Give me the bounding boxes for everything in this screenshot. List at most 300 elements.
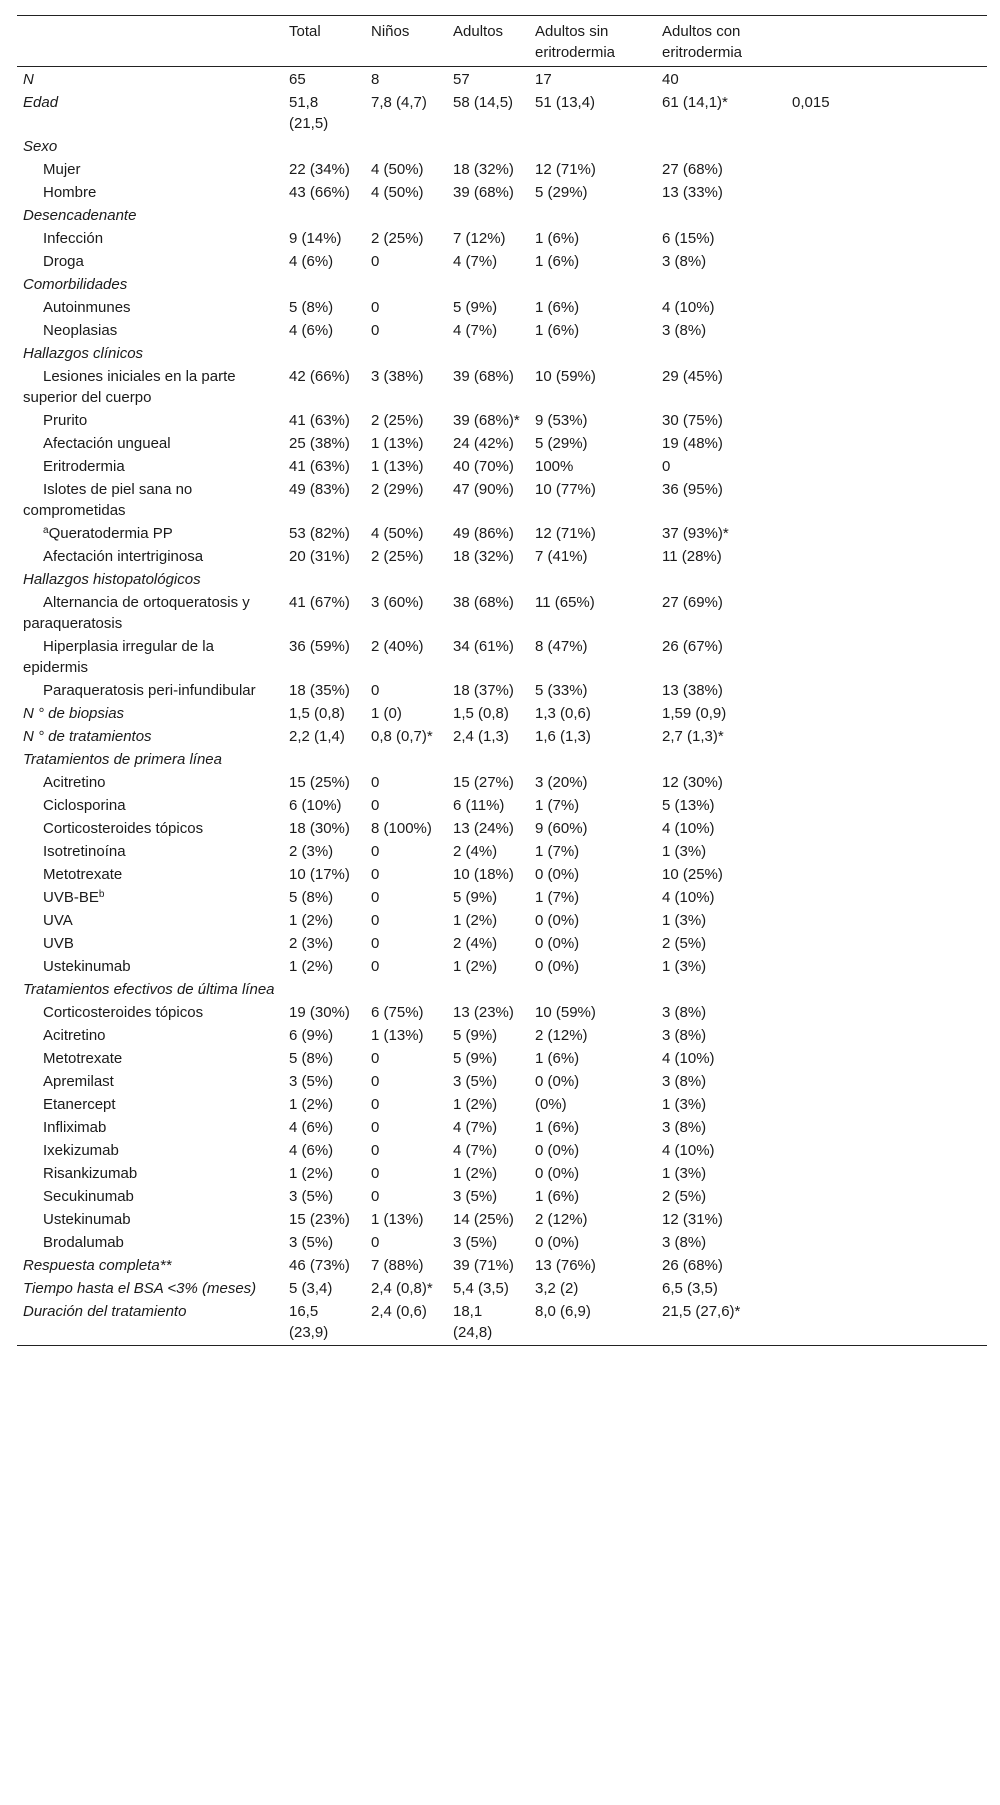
row-label: Duración del tratamiento bbox=[23, 1303, 187, 1320]
table-cell: 1 (6%) bbox=[535, 253, 580, 270]
table-cell: 0 bbox=[371, 889, 380, 906]
table-cell: 13 (76%) bbox=[535, 1257, 596, 1274]
table-cell bbox=[786, 680, 987, 703]
row-label: Infección bbox=[43, 230, 104, 247]
table-cell: 5 (8%) bbox=[289, 889, 334, 906]
table-cell: 4 (6%) bbox=[289, 1119, 334, 1136]
table-cell: (0%) bbox=[535, 1096, 567, 1113]
table-cell: 3 (8%) bbox=[662, 1027, 707, 1044]
table-cell: 0 (0%) bbox=[535, 866, 580, 883]
table-cell: 3 (38%) bbox=[371, 368, 424, 385]
table-row bbox=[17, 297, 987, 320]
table-row bbox=[17, 159, 987, 182]
table-cell: 19 (30%) bbox=[289, 1004, 350, 1021]
table-cell bbox=[656, 274, 786, 297]
table-cell: 41 (63%) bbox=[289, 458, 350, 475]
table-cell: 12 (30%) bbox=[662, 774, 723, 791]
table-cell: 14 (25%) bbox=[453, 1211, 514, 1228]
table-cell: 1 (13%) bbox=[371, 435, 424, 452]
table-cell: 26 (68%) bbox=[662, 1257, 723, 1274]
table-cell: 0 bbox=[371, 1119, 380, 1136]
table-cell: 51,8 (21,5) bbox=[289, 94, 329, 132]
table-cell bbox=[786, 433, 987, 456]
table-cell bbox=[786, 1301, 987, 1346]
table-cell: 3 (5%) bbox=[453, 1188, 498, 1205]
table-cell: 3 (5%) bbox=[289, 1188, 334, 1205]
row-label: Edad bbox=[23, 94, 59, 111]
table-cell: 16,5 (23,9) bbox=[289, 1303, 329, 1341]
table-cell bbox=[786, 297, 987, 320]
table-cell: 9 (14%) bbox=[289, 230, 342, 247]
table-cell bbox=[786, 366, 987, 410]
table-row bbox=[17, 795, 987, 818]
row-label: Tiempo hasta el BSA <3% (meses) bbox=[23, 1280, 257, 1297]
section-row bbox=[17, 1255, 987, 1278]
table-cell: 13 (38%) bbox=[662, 682, 723, 699]
table-cell: 3 (5%) bbox=[289, 1073, 334, 1090]
table-cell: 13 (24%) bbox=[453, 820, 514, 837]
row-label: Droga bbox=[43, 253, 84, 270]
table-cell: 0 bbox=[371, 299, 380, 316]
table-cell: 6,5 (3,5) bbox=[662, 1280, 718, 1297]
row-label: Risankizumab bbox=[43, 1165, 138, 1182]
table-cell bbox=[786, 1255, 987, 1278]
table-cell: 15 (25%) bbox=[289, 774, 350, 791]
table-cell: 3 (8%) bbox=[662, 322, 707, 339]
table-cell: 1 (2%) bbox=[453, 1165, 498, 1182]
table-cell bbox=[365, 343, 447, 366]
row-label: Hallazgos clínicos bbox=[23, 345, 144, 362]
table-cell: 1,3 (0,6) bbox=[535, 705, 591, 722]
table-row bbox=[17, 366, 987, 410]
table-row bbox=[17, 956, 987, 979]
row-label: Ustekinumab bbox=[43, 958, 131, 975]
column-header-4: Adultos sin eritrodermia bbox=[535, 23, 616, 61]
table-cell bbox=[447, 569, 529, 592]
table-cell: 1 (0) bbox=[371, 705, 402, 722]
table-cell: 1,5 (0,8) bbox=[453, 705, 509, 722]
row-label: N bbox=[23, 71, 34, 88]
table-cell bbox=[786, 320, 987, 343]
table-cell: 4 (10%) bbox=[662, 820, 715, 837]
table-cell: 51 (13,4) bbox=[535, 94, 596, 111]
table-cell bbox=[786, 726, 987, 749]
table-cell: 7 (88%) bbox=[371, 1257, 424, 1274]
table-cell: 39 (71%) bbox=[453, 1257, 514, 1274]
table-row bbox=[17, 1048, 987, 1071]
table-cell bbox=[283, 274, 365, 297]
table-cell: 3 (8%) bbox=[662, 1119, 707, 1136]
table-cell: 40 (70%) bbox=[453, 458, 514, 475]
table-row bbox=[17, 479, 987, 523]
row-label bbox=[17, 523, 283, 546]
table-cell: 0 (0%) bbox=[535, 912, 580, 929]
table-cell: 2,7 (1,3)* bbox=[662, 728, 724, 745]
table-cell: 3 (60%) bbox=[371, 594, 424, 611]
table-cell: 0 bbox=[371, 843, 380, 860]
table-cell: 2,4 (1,3) bbox=[453, 728, 509, 745]
table-cell: 18 (37%) bbox=[453, 682, 514, 699]
table-cell bbox=[283, 749, 365, 772]
table-cell bbox=[786, 410, 987, 433]
table-row bbox=[17, 1163, 987, 1186]
table-cell: 1 (13%) bbox=[371, 1211, 424, 1228]
table-row bbox=[17, 680, 987, 703]
row-label: Metotrexate bbox=[43, 866, 123, 883]
section-row bbox=[17, 136, 987, 159]
table-cell: 1 (6%) bbox=[535, 1119, 580, 1136]
table-cell: 4 (6%) bbox=[289, 322, 334, 339]
table-cell: 11 (28%) bbox=[662, 548, 722, 565]
table-cell: 5 (29%) bbox=[535, 184, 588, 201]
table-cell: 39 (68%)* bbox=[453, 412, 520, 429]
table-cell bbox=[656, 569, 786, 592]
table-row bbox=[17, 933, 987, 956]
column-header-0 bbox=[17, 16, 283, 67]
table-cell: 1 (2%) bbox=[453, 958, 498, 975]
table-row bbox=[17, 910, 987, 933]
row-label: Ustekinumab bbox=[43, 1211, 131, 1228]
table-cell bbox=[656, 136, 786, 159]
table-cell bbox=[786, 205, 987, 228]
table-cell bbox=[786, 772, 987, 795]
table-cell: 3 (5%) bbox=[453, 1073, 498, 1090]
table-cell bbox=[365, 274, 447, 297]
table-cell: 3 (20%) bbox=[535, 774, 588, 791]
table-cell: 18 (32%) bbox=[453, 161, 514, 178]
table-cell: 0 bbox=[371, 935, 380, 952]
table-cell: 41 (67%) bbox=[289, 594, 350, 611]
table-cell: 2 (12%) bbox=[535, 1027, 588, 1044]
table-cell bbox=[529, 274, 656, 297]
table-cell bbox=[365, 205, 447, 228]
table-cell: 2 (12%) bbox=[535, 1211, 588, 1228]
table-cell bbox=[786, 841, 987, 864]
table-cell: 0 bbox=[371, 1073, 380, 1090]
row-label: Afectación intertriginosa bbox=[43, 548, 204, 565]
table-cell: 65 bbox=[289, 71, 306, 88]
table-cell: 27 (68%) bbox=[662, 161, 723, 178]
table-cell bbox=[447, 205, 529, 228]
table-row bbox=[17, 864, 987, 887]
table-cell: 10 (17%) bbox=[289, 866, 350, 883]
table-cell: 53 (82%) bbox=[289, 525, 350, 542]
table-row bbox=[17, 433, 987, 456]
table-cell: 0 bbox=[371, 866, 380, 883]
table-cell: 49 (86%) bbox=[453, 525, 514, 542]
table-cell bbox=[786, 703, 987, 726]
table-cell: 41 (63%) bbox=[289, 412, 350, 429]
table-cell: 18,1 (24,8) bbox=[453, 1303, 493, 1341]
table-cell: 1 (2%) bbox=[289, 1165, 334, 1182]
table-cell bbox=[786, 1140, 987, 1163]
table-cell: 29 (45%) bbox=[662, 368, 723, 385]
table-cell: 1 (6%) bbox=[535, 1188, 580, 1205]
table-cell: 4 (6%) bbox=[289, 1142, 334, 1159]
table-cell bbox=[786, 274, 987, 297]
table-cell: 0 bbox=[371, 774, 380, 791]
table-cell: 5,4 (3,5) bbox=[453, 1280, 509, 1297]
table-cell bbox=[786, 251, 987, 274]
table-row bbox=[17, 546, 987, 569]
table-cell: 0 bbox=[371, 1188, 380, 1205]
table-cell: 1 (3%) bbox=[662, 1096, 707, 1113]
table-cell: 21,5 (27,6)* bbox=[662, 1303, 741, 1320]
table-cell bbox=[529, 979, 656, 1002]
section-row bbox=[17, 1278, 987, 1301]
table-cell bbox=[786, 182, 987, 205]
section-row bbox=[17, 703, 987, 726]
table-cell: 1 (13%) bbox=[371, 458, 424, 475]
table-cell bbox=[786, 546, 987, 569]
table-cell: 2 (4%) bbox=[453, 843, 498, 860]
table-cell: 5 (29%) bbox=[535, 435, 588, 452]
table-cell: 39 (68%) bbox=[453, 184, 514, 201]
table-cell: 12 (71%) bbox=[535, 525, 596, 542]
table-cell: 25 (38%) bbox=[289, 435, 350, 452]
table-cell: 10 (59%) bbox=[535, 368, 596, 385]
table-row bbox=[17, 1025, 987, 1048]
table-cell bbox=[529, 205, 656, 228]
row-label: Isotretinoína bbox=[43, 843, 126, 860]
table-row bbox=[17, 818, 987, 841]
table-cell bbox=[529, 136, 656, 159]
row-label: Neoplasias bbox=[43, 322, 118, 339]
table-cell: 2,4 (0,8)* bbox=[371, 1280, 433, 1297]
table-cell: 4 (50%) bbox=[371, 525, 424, 542]
row-label: Hallazgos histopatológicos bbox=[23, 571, 201, 588]
table-cell: 1 (6%) bbox=[535, 1050, 580, 1067]
footnote-marker: a bbox=[43, 525, 49, 536]
table-cell: 49 (83%) bbox=[289, 481, 350, 498]
table-cell: 2 (3%) bbox=[289, 843, 334, 860]
row-label: Hiperplasia irregular de la epidermis bbox=[23, 638, 214, 676]
table-cell: 1,59 (0,9) bbox=[662, 705, 727, 722]
table-cell bbox=[365, 749, 447, 772]
row-label bbox=[17, 887, 283, 910]
row-label: Tratamientos efectivos de última línea bbox=[23, 981, 275, 998]
table-cell: 8 (100%) bbox=[371, 820, 432, 837]
table-cell: 17 bbox=[535, 71, 552, 88]
table-cell bbox=[786, 933, 987, 956]
table-cell: 1,6 (1,3) bbox=[535, 728, 591, 745]
table-cell bbox=[786, 136, 987, 159]
section-row bbox=[17, 569, 987, 592]
table-cell: 1,5 (0,8) bbox=[289, 705, 345, 722]
table-cell: 15 (23%) bbox=[289, 1211, 350, 1228]
table-cell bbox=[786, 1186, 987, 1209]
table-cell: 2 (5%) bbox=[662, 1188, 707, 1205]
table-cell bbox=[786, 1209, 987, 1232]
table-cell: 18 (35%) bbox=[289, 682, 350, 699]
table-cell: 22 (34%) bbox=[289, 161, 350, 178]
row-label: Prurito bbox=[43, 412, 88, 429]
table-cell: 5 (9%) bbox=[453, 299, 498, 316]
table-cell: 8,0 (6,9) bbox=[535, 1303, 591, 1320]
table-cell: 36 (59%) bbox=[289, 638, 350, 655]
table-cell: 38 (68%) bbox=[453, 594, 514, 611]
table-cell: 12 (31%) bbox=[662, 1211, 723, 1228]
section-row bbox=[17, 274, 987, 297]
row-label: Metotrexate bbox=[43, 1050, 123, 1067]
table-row bbox=[17, 320, 987, 343]
table-cell: 1 (7%) bbox=[535, 797, 580, 814]
table-cell: 18 (30%) bbox=[289, 820, 350, 837]
row-label-text: UVB-BE bbox=[43, 889, 99, 906]
table-row bbox=[17, 1232, 987, 1255]
row-label: Brodalumab bbox=[43, 1234, 124, 1251]
table-cell bbox=[786, 818, 987, 841]
table-cell: 1 (3%) bbox=[662, 843, 707, 860]
table-cell: 1 (3%) bbox=[662, 958, 707, 975]
table-body bbox=[17, 67, 987, 1346]
table-cell bbox=[447, 343, 529, 366]
table-cell bbox=[786, 1163, 987, 1186]
table-cell: 4 (50%) bbox=[371, 184, 424, 201]
table-row bbox=[17, 1186, 987, 1209]
table-cell bbox=[786, 1278, 987, 1301]
table-cell: 2 (5%) bbox=[662, 935, 707, 952]
data-table bbox=[17, 15, 987, 1346]
row-label: Mujer bbox=[43, 161, 81, 178]
table-cell: 37 (93%)* bbox=[662, 525, 729, 542]
table-cell bbox=[283, 343, 365, 366]
table-cell: 3 (8%) bbox=[662, 253, 707, 270]
table-cell: 18 (32%) bbox=[453, 548, 514, 565]
table-row bbox=[17, 1140, 987, 1163]
table-cell: 6 (10%) bbox=[289, 797, 342, 814]
table-cell: 4 (10%) bbox=[662, 889, 715, 906]
column-header-6 bbox=[786, 16, 987, 67]
table-cell bbox=[786, 569, 987, 592]
table-cell bbox=[786, 636, 987, 680]
table-cell: 2 (25%) bbox=[371, 230, 424, 247]
row-label: Desencadenante bbox=[23, 207, 137, 224]
table-cell: 5 (3,4) bbox=[289, 1280, 333, 1297]
table-cell bbox=[529, 749, 656, 772]
table-cell: 12 (71%) bbox=[535, 161, 596, 178]
row-label: Hombre bbox=[43, 184, 97, 201]
table-cell: 10 (25%) bbox=[662, 866, 723, 883]
table-row bbox=[17, 1209, 987, 1232]
row-label: Etanercept bbox=[43, 1096, 116, 1113]
table-cell: 6 (9%) bbox=[289, 1027, 334, 1044]
table-cell: 0 bbox=[662, 458, 671, 475]
table-cell: 1 (2%) bbox=[289, 1096, 334, 1113]
table-cell: 34 (61%) bbox=[453, 638, 514, 655]
row-label: Comorbilidades bbox=[23, 276, 128, 293]
table-cell bbox=[529, 569, 656, 592]
section-row bbox=[17, 726, 987, 749]
table-cell: 0 (0%) bbox=[535, 1073, 580, 1090]
table-cell: 5 (8%) bbox=[289, 1050, 334, 1067]
table-cell bbox=[283, 136, 365, 159]
table-cell: 0 bbox=[371, 1142, 380, 1159]
table-cell: 15 (27%) bbox=[453, 774, 514, 791]
column-header-1: Total bbox=[289, 23, 321, 40]
row-label: Ciclosporina bbox=[43, 797, 126, 814]
table-cell bbox=[786, 343, 987, 366]
table-cell bbox=[786, 228, 987, 251]
table-cell: 0 bbox=[371, 958, 380, 975]
table-cell: 47 (90%) bbox=[453, 481, 514, 498]
footnote-marker: b bbox=[98, 889, 105, 900]
table-cell: 1 (6%) bbox=[535, 322, 580, 339]
table-cell bbox=[447, 274, 529, 297]
row-label-text: Queratodermia PP bbox=[48, 525, 173, 542]
table-cell: 0 (0%) bbox=[535, 1142, 580, 1159]
row-label: Secukinumab bbox=[43, 1188, 134, 1205]
table-row bbox=[17, 1094, 987, 1117]
table-cell: 3 (8%) bbox=[662, 1073, 707, 1090]
table-cell: 30 (75%) bbox=[662, 412, 723, 429]
section-row bbox=[17, 749, 987, 772]
table-cell bbox=[786, 749, 987, 772]
table-cell: 46 (73%) bbox=[289, 1257, 350, 1274]
table-cell bbox=[365, 569, 447, 592]
table-cell: 61 (14,1)* bbox=[662, 94, 728, 111]
row-label: Paraqueratosis peri-infundibular bbox=[43, 682, 256, 699]
table-cell: 2 (3%) bbox=[289, 935, 334, 952]
table-cell: 24 (42%) bbox=[453, 435, 514, 452]
table-cell: 7,8 (4,7) bbox=[371, 94, 427, 111]
table-row bbox=[17, 1071, 987, 1094]
table-cell bbox=[786, 795, 987, 818]
table-cell bbox=[786, 1117, 987, 1140]
table-cell: 4 (50%) bbox=[371, 161, 424, 178]
table-cell: 0 bbox=[371, 1050, 380, 1067]
table-cell: 5 (9%) bbox=[453, 889, 498, 906]
table-cell: 1 (13%) bbox=[371, 1027, 424, 1044]
table-cell: 6 (75%) bbox=[371, 1004, 424, 1021]
table-row bbox=[17, 772, 987, 795]
section-row bbox=[17, 1301, 987, 1346]
table-cell: 40 bbox=[662, 71, 679, 88]
table-cell: 2 (40%) bbox=[371, 638, 424, 655]
table-cell bbox=[786, 592, 987, 636]
table-row bbox=[17, 456, 987, 479]
row-label: Infliximab bbox=[43, 1119, 107, 1136]
table-cell bbox=[786, 523, 987, 546]
table-cell: 1 (6%) bbox=[535, 230, 580, 247]
table-cell: 0 bbox=[371, 1096, 380, 1113]
row-label: Respuesta completa** bbox=[23, 1257, 172, 1274]
column-header-5: Adultos con eritrodermia bbox=[662, 23, 743, 61]
table-cell bbox=[447, 979, 529, 1002]
row-label: N ° de biopsias bbox=[23, 705, 125, 722]
table-cell bbox=[786, 864, 987, 887]
table-cell: 0 (0%) bbox=[535, 1234, 580, 1251]
table-cell: 3 (5%) bbox=[289, 1234, 334, 1251]
table-cell: 0 bbox=[371, 1165, 380, 1182]
table-row bbox=[17, 636, 987, 680]
table-cell: 6 (15%) bbox=[662, 230, 715, 247]
row-label: Corticosteroides tópicos bbox=[43, 1004, 204, 1021]
table-cell bbox=[656, 749, 786, 772]
table-cell: 26 (67%) bbox=[662, 638, 723, 655]
table-cell: 0 bbox=[371, 797, 380, 814]
row-label: Alternancia de ortoqueratosis y paraqueratosis bbox=[23, 594, 250, 632]
row-label: Tratamientos de primera línea bbox=[23, 751, 222, 768]
table-cell: 4 (6%) bbox=[289, 253, 334, 270]
table-cell: 5 (9%) bbox=[453, 1027, 498, 1044]
table-cell bbox=[786, 67, 987, 93]
table-cell bbox=[786, 479, 987, 523]
table-cell: 4 (7%) bbox=[453, 253, 498, 270]
table-cell: 9 (60%) bbox=[535, 820, 588, 837]
table-cell: 5 (8%) bbox=[289, 299, 334, 316]
table-cell: 1 (2%) bbox=[453, 912, 498, 929]
